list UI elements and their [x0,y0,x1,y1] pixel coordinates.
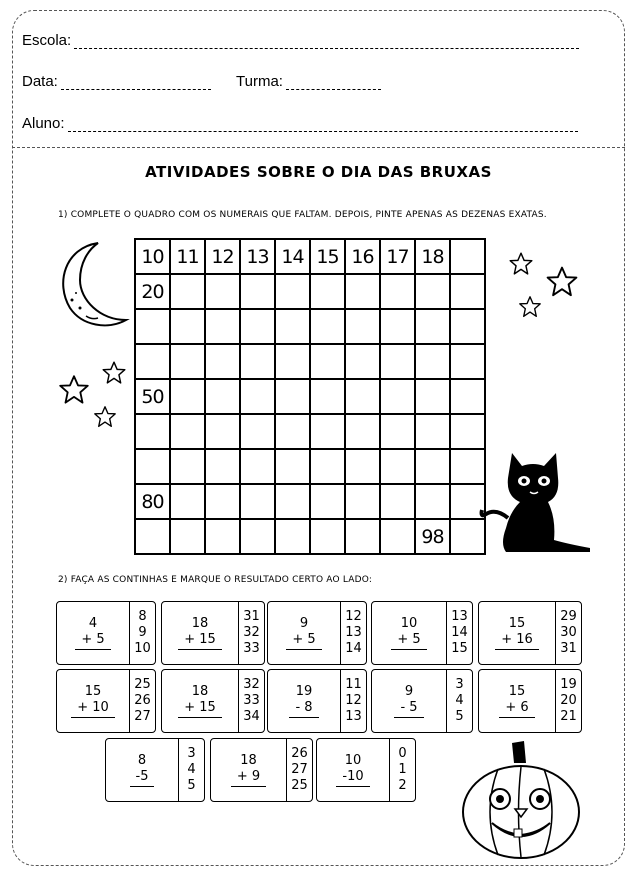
answer-option[interactable]: 25 [291,778,308,793]
calculation [106,739,178,801]
answer-option[interactable]: 4 [187,762,196,777]
grid-cell[interactable]: 11 [171,240,206,275]
jack-o-lantern-icon [458,737,584,861]
operand-top: 4 [88,616,98,631]
answer-option[interactable]: 31 [560,641,577,656]
star-icon [548,268,577,296]
answer-options [389,739,415,801]
student-label: Aluno: [22,115,65,132]
answer-option[interactable]: 31 [243,609,260,624]
answer-options [286,739,312,801]
grid-cell[interactable]: 20 [136,275,171,310]
grid-cell[interactable]: 80 [136,485,171,520]
operand-bottom: + 6 [499,700,534,718]
answer-options [238,602,264,664]
operand-bottom: + 15 [178,632,222,650]
grid-cell[interactable]: 50 [136,380,171,415]
operand-bottom: + 5 [391,632,426,650]
answer-option[interactable]: 27 [291,762,308,777]
answer-option[interactable]: 0 [398,746,407,761]
operand-top: 18 [191,616,209,631]
answer-option[interactable]: 14 [451,625,468,640]
grid-cell[interactable]: 98 [416,520,451,555]
answer-option[interactable]: 3 [187,746,196,761]
answer-option[interactable]: 20 [560,693,577,708]
answer-option[interactable]: 26 [291,746,308,761]
exercise-card [316,738,416,802]
answer-option[interactable]: 29 [560,609,577,624]
calculation [317,739,389,801]
calculation [162,670,238,732]
exercise-card [161,669,265,733]
grid-cell[interactable]: 10 [136,240,171,275]
operand-top: 10 [400,616,418,631]
star-icon [60,376,88,402]
grid-cell[interactable]: 13 [241,240,276,275]
operand-bottom: - 8 [289,700,318,718]
operand-bottom: - 5 [394,700,423,718]
operand-bottom: + 10 [71,700,115,718]
grid-cell[interactable]: 15 [311,240,346,275]
answer-options [555,602,581,664]
answer-option[interactable]: 13 [345,625,362,640]
exercise-card [56,669,156,733]
answer-option[interactable]: 14 [345,641,362,656]
exercise-card [478,601,582,665]
answer-option[interactable]: 12 [345,609,362,624]
answer-option[interactable]: 4 [455,693,464,708]
date-label: Data: [22,73,58,90]
page-title: ATIVIDADES SOBRE O DIA DAS BRUXAS [145,163,492,181]
operand-bottom: -10 [336,769,369,787]
calculation [372,670,446,732]
exercise-card [210,738,313,802]
operand-top: 9 [299,616,309,631]
exercise-card [161,601,265,665]
exercise-card [267,669,367,733]
answer-option[interactable]: 34 [243,709,260,724]
calculation [268,670,340,732]
answer-option[interactable]: 21 [560,709,577,724]
operand-bottom: -5 [130,769,155,787]
star-icon [103,362,125,383]
answer-option[interactable]: 12 [345,693,362,708]
operand-top: 10 [344,753,362,768]
answer-options [446,602,472,664]
calculation [479,670,555,732]
answer-options [178,739,204,801]
answer-option[interactable]: 32 [243,625,260,640]
operand-top: 15 [508,616,526,631]
answer-option[interactable]: 19 [560,677,577,692]
answer-option[interactable]: 30 [560,625,577,640]
q1-instruction: 1) COMPLETE O QUADRO COM OS NUMERAIS QUE FALTAM. DEPOIS, PINTE APENAS AS DEZENAS EXATAS. [58,210,547,220]
exercise-card [267,601,367,665]
answer-option[interactable]: 33 [243,693,260,708]
answer-option[interactable]: 5 [455,709,464,724]
star-icon [510,253,532,274]
operand-top: 15 [508,684,526,699]
grid-cell[interactable]: 14 [276,240,311,275]
answer-option[interactable]: 13 [451,609,468,624]
exercise-card [56,601,156,665]
answer-option[interactable]: 26 [134,693,151,708]
class-label: Turma: [236,73,283,90]
grid-cell[interactable]: 12 [206,240,241,275]
calculation [57,670,129,732]
star-icon [95,407,115,427]
operand-bottom: + 9 [231,769,266,787]
exercise-card [105,738,205,802]
grid-cell[interactable]: 18 [416,240,451,275]
operand-bottom: + 15 [178,700,222,718]
calculation [162,602,238,664]
answer-option[interactable]: 25 [134,677,151,692]
answer-option[interactable]: 10 [134,641,151,656]
answer-option[interactable]: 15 [451,641,468,656]
answer-options [340,670,366,732]
exercise-card [478,669,582,733]
operand-top: 8 [137,753,147,768]
exercise-card [371,601,473,665]
calculation [372,602,446,664]
answer-option[interactable]: 8 [138,609,147,624]
answer-option[interactable]: 5 [187,778,196,793]
operand-top: 19 [295,684,313,699]
answer-options [555,670,581,732]
operand-bottom: + 5 [75,632,110,650]
grid-cell[interactable]: 17 [381,240,416,275]
answer-option[interactable]: 13 [345,709,362,724]
operand-top: 18 [191,684,209,699]
grid-cell[interactable]: 16 [346,240,381,275]
exercise-card [371,669,473,733]
answer-options [129,670,155,732]
q2-instruction: 2) FAÇA AS CONTINHAS E MARQUE O RESULTADO CERTO AO LADO: [58,575,373,585]
operand-bottom: + 5 [286,632,321,650]
answer-option[interactable]: 33 [243,641,260,656]
answer-option[interactable]: 3 [455,677,464,692]
calculation [57,602,129,664]
operand-bottom: + 16 [495,632,539,650]
calculation [268,602,340,664]
answer-option[interactable]: 11 [345,677,362,692]
answer-options [340,602,366,664]
answer-options [238,670,264,732]
operand-top: 9 [404,684,414,699]
operand-top: 18 [240,753,257,768]
star-icon [520,297,540,317]
answer-option[interactable]: 9 [138,625,147,640]
answer-options [446,670,472,732]
school-label: Escola: [22,32,72,49]
answer-option[interactable]: 32 [243,677,260,692]
calculation [211,739,286,801]
answer-option[interactable]: 27 [134,709,151,724]
operand-top: 15 [84,684,102,699]
answer-options [129,602,155,664]
answer-option[interactable]: 1 [398,762,407,777]
answer-option[interactable]: 2 [398,778,407,793]
black-cat-icon [478,448,592,556]
calculation [479,602,555,664]
